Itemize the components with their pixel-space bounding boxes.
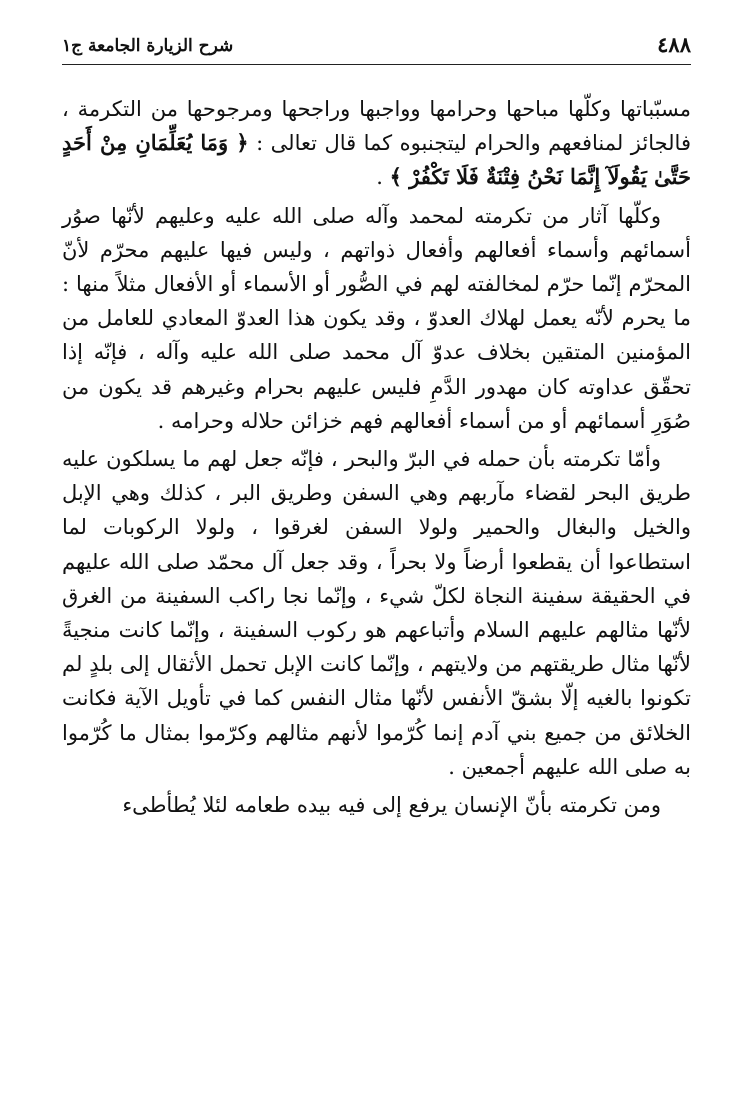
running-title: شرح الزيارة الجامعة ج١ xyxy=(62,36,234,56)
paragraph: وكلّها آثار من تكرمته لمحمد وآله صلى الله عليه وعليهم لأنّها صوُر أسمائهم وأسماء أفعالهم وأفعال ذواتهم ، وليس فيها عليهم محرّم لأنّ المحرّم إنّما حرّم لمخالفته لهم في الصُّور أو الأسماء أو الأفعال مثلاً منها : ما يحرم لأنّه يعمل لهلاك العدوّ ، وقد يكون هذا العدوّ المعادي للعامل من المؤمنين المتقين بخلاف عدوّ آل محمد صلى الله عليه وآله ، فإنّه إذا تحقّق عداوته كان مهدور الدَّمِ فليس عليهم بحرام وغيرهم قد يكون من صُوَرِ أسمائهم أو من أسماء أفعالهم فهم خزائن حلاله وحرامه . xyxy=(62,203,691,433)
quran-verse: ﴿ وَمَا يُعَلِّمَانِ مِنْ أَحَدٍ حَتَّىٰ يَقُولَآ إِنَّمَا نَحْنُ فِتْنَةٌ فَلَا تَكْفُرْ ﴾ xyxy=(62,130,691,190)
paragraph: وأمّا تكرمته بأن حمله في البرّ والبحر ، فإنّه جعل لهم ما يسلكون عليه طريق البحر لقضاء مآربهم وهي السفن وطريق البر ، كذلك وهي الإبل والخيل والبغال والحمير ولولا السفن لغرقوا ، ولولا الركوبات لما استطاعوا أن يقطعوا أرضاً ولا بحراً ، وقد جعل آل محمّد صلى الله عليهم في الحقيقة سفينة النجاة لكلّ شيء ، وإنّما نجا راكب السفينة من الغرق لأنّها مثالهم عليهم السلام وأتباعهم هو ركوب السفينة ، وإنّما كانت منجيةً لأنّها مثال طريقتهم من ولايتهم ، وإنّما كانت الإبل تحمل الأثقال إلى بلدٍ لم تكونوا بالغيه إلّا بشقّ الأنفس لأنّها مثال النفس كما في تأويل الآية فكانت الخلائق من جميع بني آدم إنما كُرّموا لأنهم مثالهم وكرّموا بمثال ما كُرّموا به صلى الله عليهم أجمعين . xyxy=(62,447,691,779)
page-number: ٤٨٨ xyxy=(657,32,691,57)
page-header xyxy=(62,30,691,65)
main-text xyxy=(62,92,691,826)
paragraph: ومن تكرمته بأنّ الإنسان يرفع إلى فيه بيده طعامه لئلا يُطأطىء xyxy=(122,793,661,818)
paragraph-text: مسبّباتها وكلّها مباحها وحرامها وواجبها وراجحها ومرجوحها من التكرمة ، فالجائز لمنافعهم والحرام ليتجنبوه كما قال تعالى : xyxy=(62,97,691,156)
paragraph xyxy=(62,92,691,195)
paragraph-text: . xyxy=(376,165,390,190)
